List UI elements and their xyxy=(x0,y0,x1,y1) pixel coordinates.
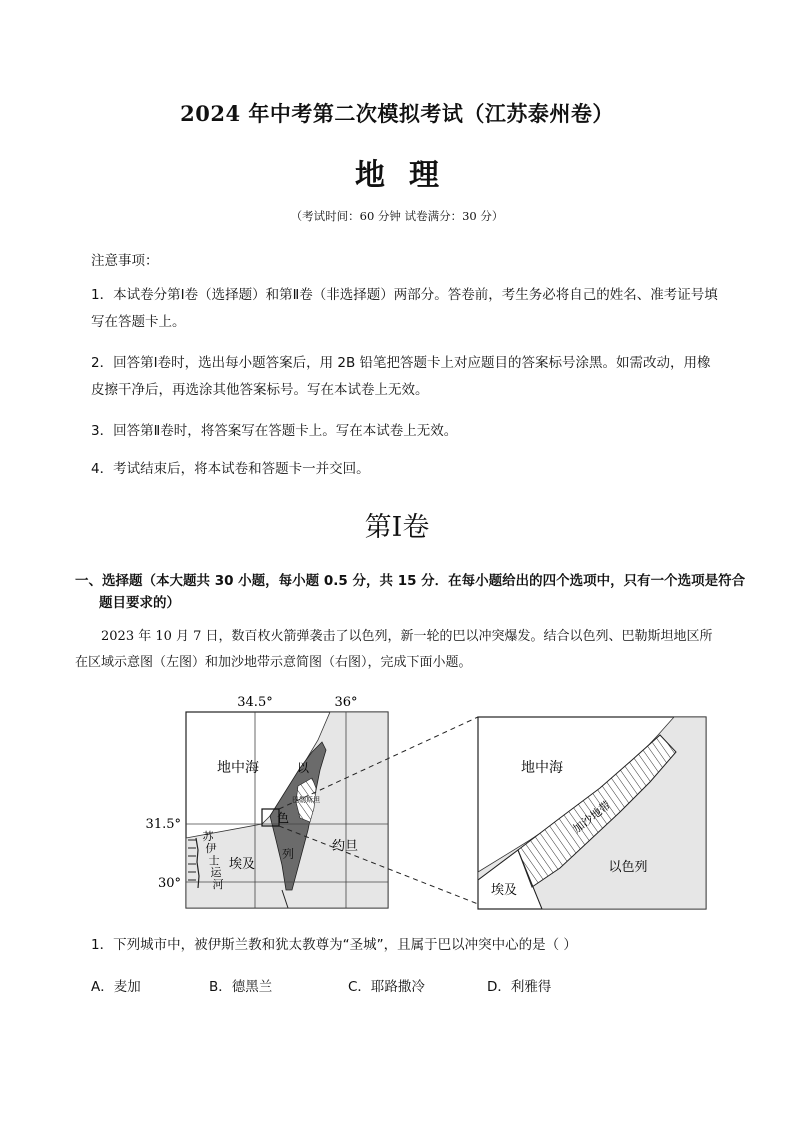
option-b[interactable]: B．德黑兰 xyxy=(209,979,273,995)
canal-char-1: 苏 xyxy=(202,830,214,843)
sea-label-right: 地中海 xyxy=(521,760,563,776)
note-item-1: 1．本试卷分第Ⅰ卷（选择题）和第Ⅱ卷（非选择题）两部分。答卷前，考生务必将自己的姓名、准考证号填写在答题卡上。 xyxy=(91,287,718,330)
section-heading: 一、选择题（本大题共 30 小题，每小题 0.5 分，共 15 分．在每小题给出的四个选项中，只有一个选项是符合题目要求的） xyxy=(75,573,746,611)
exam-info: （考试时间：60 分钟 试卷满分：30 分） xyxy=(290,209,504,223)
gaza-label: 加沙地带 xyxy=(570,798,614,836)
section-intro: 2023 年 10 月 7 日，数百枚火箭弹袭击了以色列，新一轮的巴以冲突爆发。结合以色列、巴勒斯坦地区所在区域示意图（左图）和加沙地带示意简图（右图），完成下面小题。 xyxy=(75,629,713,670)
note-item-4: 4．考试结束后，将本试卷和答题卡一并交回。 xyxy=(91,461,370,477)
israel-char-1: 以 xyxy=(296,761,310,775)
exam-title: 2024 年中考第二次模拟考试（江苏泰州卷） xyxy=(180,101,614,126)
notes-title: 注意事项： xyxy=(91,253,159,269)
canal-char-4: 运 xyxy=(210,866,222,879)
israel-char-3: 列 xyxy=(281,847,295,861)
option-a[interactable]: A．麦加 xyxy=(91,979,141,995)
volume-title: 第Ⅰ卷 xyxy=(364,512,430,543)
israel-char-2: 色 xyxy=(276,811,290,825)
subject-title: 地理 xyxy=(355,158,463,193)
lon-label-34-5: 34.5° xyxy=(237,695,273,710)
canal-char-2: 伊 xyxy=(205,842,217,855)
canal-char-3: 士 xyxy=(208,854,220,867)
note-item-2: 2．回答第Ⅰ卷时，选出每小题答案后，用 2B 铅笔把答题卡上对应题目的答案标号涂黑。如需改动，用橡皮擦干净后，再选涂其他答案标号。写在本试卷上无效。 xyxy=(91,355,711,398)
lon-label-36: 36° xyxy=(334,695,358,710)
egypt-label-left: 埃及 xyxy=(228,857,256,872)
map-figure xyxy=(0,690,794,920)
right-map xyxy=(478,717,706,909)
jordan-label-left: 约旦 xyxy=(331,839,359,854)
sea-label-left: 地中海 xyxy=(217,760,259,776)
note-item-3: 3．回答第Ⅱ卷时，将答案写在答题卡上。写在本试卷上无效。 xyxy=(91,423,458,439)
lat-label-30: 30° xyxy=(157,876,181,891)
left-map xyxy=(146,695,388,908)
question-1-stem: 1．下列城市中，被伊斯兰教和犹太教尊为“圣城”，且属于巴以冲突中心的是（ ） xyxy=(91,937,577,953)
option-d[interactable]: D．利雅得 xyxy=(487,979,552,995)
palestine-label: 巴勒斯坦 xyxy=(292,796,320,804)
egypt-label-right: 埃及 xyxy=(490,883,518,898)
canal-char-5: 河 xyxy=(212,878,224,891)
israel-label-right: 以色列 xyxy=(608,860,648,875)
option-c[interactable]: C．耶路撒冷 xyxy=(348,979,425,995)
lat-label-31-5: 31.5° xyxy=(145,817,181,832)
